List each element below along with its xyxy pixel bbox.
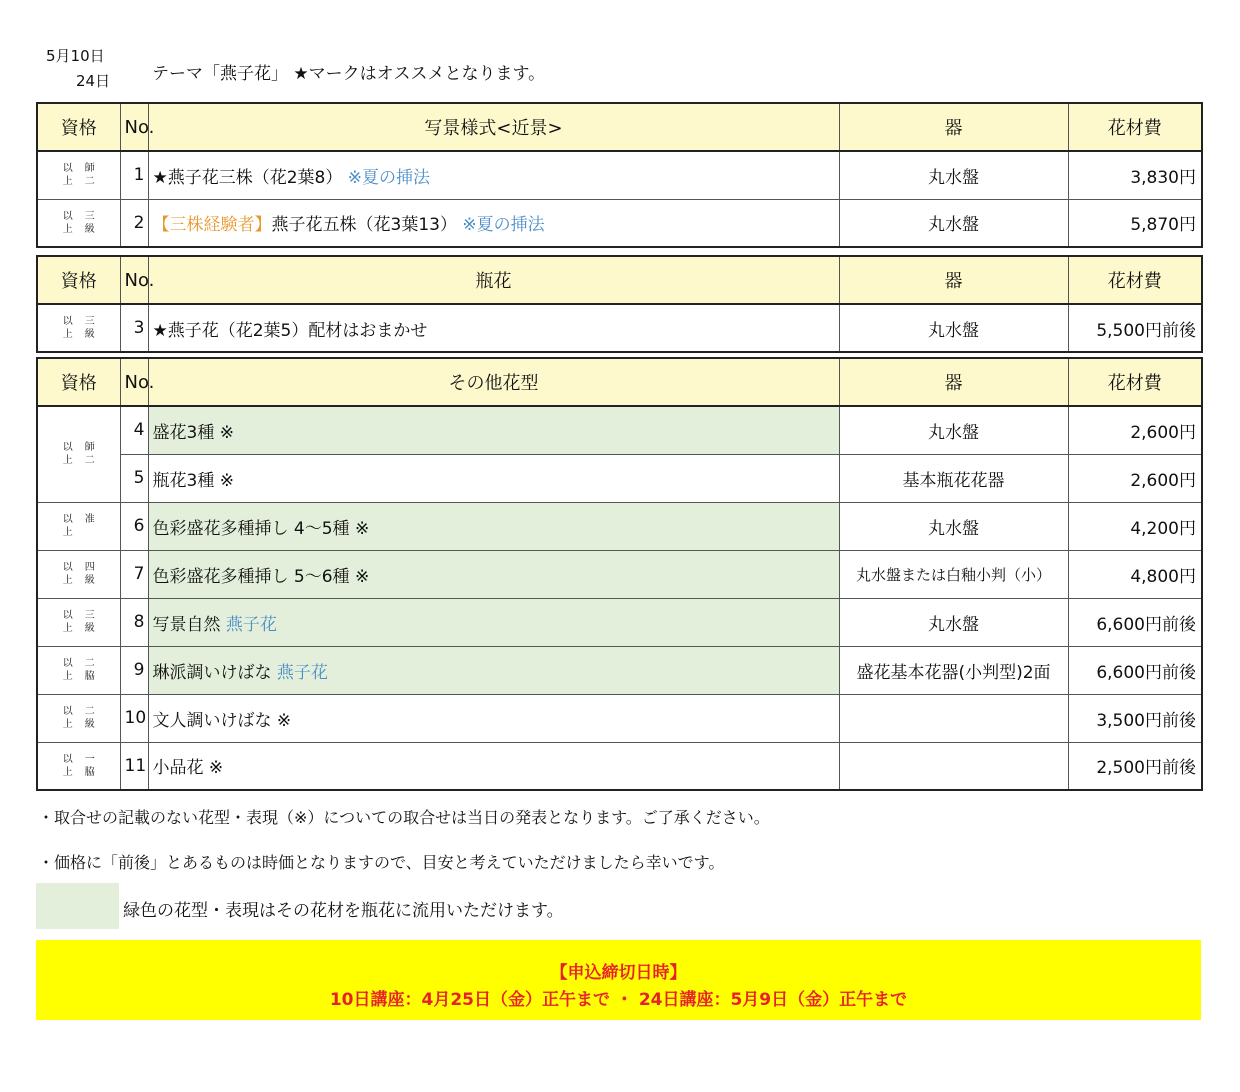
style-description [148, 550, 839, 598]
table-row [37, 454, 1202, 502]
qualification-char: 師 [84, 442, 95, 454]
qualification-cell [37, 199, 120, 247]
header-row [37, 103, 1202, 151]
header-qualification: 資格 [37, 358, 120, 406]
description-part: 燕子花五株（花3葉13） [271, 215, 457, 236]
style-description [148, 151, 839, 199]
qualification-char: 師 [84, 163, 95, 175]
style-description [148, 406, 839, 454]
row-number: 3 [120, 304, 148, 352]
qualification-char: 級 [84, 623, 95, 634]
qualification-char: 以 [62, 610, 73, 621]
theme-line: テーマ「燕子花」 ★マークはオススメとなります。 [152, 64, 546, 84]
style-description [148, 646, 839, 694]
qualification-char: 上 [62, 719, 73, 730]
description-part: ※夏の挿法 [342, 167, 431, 188]
vessel-cell: 丸水盤または白釉小判（小） [839, 550, 1068, 598]
vessel-cell [839, 694, 1068, 742]
row-number: 2 [120, 199, 148, 247]
header-qualification: 資格 [37, 256, 120, 304]
header-section-title: その他花型 [148, 358, 839, 406]
description-part: 【三株経験者】 [152, 215, 272, 236]
vessel-cell: 丸水盤 [839, 406, 1068, 454]
qualification-cell [37, 646, 120, 694]
description-part: 文人調いけばな ※ [152, 710, 292, 731]
cost-cell: 2,600円 [1068, 454, 1202, 502]
qualification-char: 級 [84, 223, 95, 235]
table-row [37, 304, 1202, 352]
qualification-char: 三 [84, 316, 95, 327]
header-cost: 花材費 [1068, 256, 1202, 304]
cost-cell: 5,500円前後 [1068, 304, 1202, 352]
description-part: 盛花3種 ※ [152, 422, 234, 443]
description-part: 写景自然 [152, 614, 226, 635]
cost-cell: 4,800円 [1068, 550, 1202, 598]
header-qualification: 資格 [37, 103, 120, 151]
qualification-char: 准 [84, 514, 95, 525]
table-row [37, 199, 1202, 247]
qualification-char: 二 [84, 706, 95, 717]
table-row [37, 502, 1202, 550]
note-combination: ・取合せの記載のない花型・表現（※）についての取合せは当日の発表となります。ご了承ください。 [38, 808, 770, 827]
row-number: 11 [120, 742, 148, 790]
qualification-char: 上 [62, 455, 73, 467]
description-part: 色彩盛花多種挿し 4〜5種 ※ [152, 518, 370, 539]
description-part: ★燕子花三株（花2葉8） [152, 167, 343, 188]
header-vessel: 器 [839, 103, 1068, 151]
style-description [148, 199, 839, 247]
vessel-cell [839, 742, 1068, 790]
qualification-char: 上 [62, 223, 73, 235]
row-number: 4 [120, 406, 148, 454]
qualification-char: 三 [84, 610, 95, 621]
table-row [37, 151, 1202, 199]
qualification-cell [37, 550, 120, 598]
header-section-title: 瓶花 [148, 256, 839, 304]
section-table-heika [36, 255, 1203, 353]
vessel-cell: 丸水盤 [839, 304, 1068, 352]
description-part: 燕子花 [225, 614, 277, 635]
description-part: ※夏の挿法 [456, 215, 545, 236]
qualification-cell [37, 151, 120, 199]
header-cost: 花材費 [1068, 103, 1202, 151]
row-number: 10 [120, 694, 148, 742]
row-number: 8 [120, 598, 148, 646]
cost-cell: 2,600円 [1068, 406, 1202, 454]
header-row [37, 256, 1202, 304]
row-number: 9 [120, 646, 148, 694]
qualification-char: 級 [84, 329, 95, 340]
table-row [37, 694, 1202, 742]
qualification-char: 以 [62, 316, 73, 327]
qualification-char: 三 [84, 210, 95, 222]
vessel-cell: 丸水盤 [839, 151, 1068, 199]
cost-cell: 3,500円前後 [1068, 694, 1202, 742]
qualification-char: 上 [62, 766, 73, 778]
header-no: No. [120, 103, 148, 151]
cost-cell: 6,600円前後 [1068, 646, 1202, 694]
qualification-char: 上 [62, 623, 73, 634]
vessel-cell: 丸水盤 [839, 502, 1068, 550]
qualification-char: 一 [84, 753, 95, 765]
deadline-title: 【申込締切日時】 [550, 963, 687, 983]
qualification-cell [37, 304, 120, 352]
cost-cell: 5,870円 [1068, 199, 1202, 247]
qualification-char: 以 [62, 562, 73, 573]
description-part: 瓶花3種 ※ [152, 470, 234, 491]
qualification-cell [37, 694, 120, 742]
qualification-cell [37, 742, 120, 790]
row-number: 1 [120, 151, 148, 199]
description-part: 小品花 ※ [152, 758, 224, 779]
qualification-char: 以 [62, 442, 73, 454]
style-description [148, 502, 839, 550]
header-section-title: 写景様式<近景> [148, 103, 839, 151]
deadline-banner [36, 940, 1201, 1020]
qualification-char: 以 [62, 706, 73, 717]
vessel-cell: 丸水盤 [839, 598, 1068, 646]
section-table-near-view [36, 102, 1203, 248]
qualification-char: 級 [84, 719, 95, 730]
description-part: 色彩盛花多種挿し 5〜6種 ※ [152, 566, 370, 587]
date-primary: 5月10日 [46, 47, 105, 65]
qualification-char: 上 [62, 176, 73, 188]
vessel-cell: 丸水盤 [839, 199, 1068, 247]
table-row [37, 406, 1202, 454]
table-row [37, 742, 1202, 790]
style-description [148, 304, 839, 352]
vessel-cell: 基本瓶花花器 [839, 454, 1068, 502]
qualification-char: 脇 [84, 671, 95, 682]
qualification-char: 上 [62, 329, 73, 340]
header-vessel: 器 [839, 358, 1068, 406]
qualification-char: 四 [84, 562, 95, 573]
row-number: 6 [120, 502, 148, 550]
green-legend-text: 緑色の花型・表現はその花材を瓶花に流用いただけます。 [123, 901, 564, 921]
qualification-char: 以 [62, 658, 73, 669]
qualification-char: 上 [62, 671, 73, 682]
description-part: 燕子花 [276, 662, 328, 683]
cost-cell: 6,600円前後 [1068, 598, 1202, 646]
qualification-char: 以 [62, 753, 73, 765]
qualification-char: 級 [84, 575, 95, 586]
row-number: 5 [120, 454, 148, 502]
header-no: No. [120, 358, 148, 406]
style-description [148, 454, 839, 502]
section-table-other-styles [36, 357, 1203, 791]
qualification-cell [37, 502, 120, 550]
header-vessel: 器 [839, 256, 1068, 304]
qualification-char: 二 [84, 455, 95, 467]
header-cost: 花材費 [1068, 358, 1202, 406]
table-row [37, 550, 1202, 598]
deadline-body: 10日講座：4月25日（金）正午まで ・ 24日講座：5月9日（金）正午まで [329, 990, 908, 1010]
qualification-char: 以 [62, 514, 73, 525]
qualification-char: 以 [62, 163, 73, 175]
style-description [148, 598, 839, 646]
cost-cell: 2,500円前後 [1068, 742, 1202, 790]
qualification-char: 脇 [84, 766, 95, 778]
style-description [148, 742, 839, 790]
header-row [37, 358, 1202, 406]
qualification-char: 二 [84, 658, 95, 669]
header-no: No. [120, 256, 148, 304]
description-part: 琳派調いけばな [152, 662, 277, 683]
vessel-cell: 盛花基本花器(小判型)2面 [839, 646, 1068, 694]
qualification-char: 上 [62, 527, 73, 538]
description-part: ★燕子花（花2葉5）配材はおまかせ [152, 320, 428, 341]
green-legend-swatch [36, 883, 119, 929]
qualification-cell [37, 406, 120, 502]
cost-cell: 4,200円 [1068, 502, 1202, 550]
cost-cell: 3,830円 [1068, 151, 1202, 199]
table-row [37, 646, 1202, 694]
qualification-cell [37, 598, 120, 646]
table-row [37, 598, 1202, 646]
date-secondary: 24日 [76, 72, 111, 90]
qualification-char: 二 [84, 176, 95, 188]
qualification-char [81, 526, 99, 539]
qualification-char: 以 [62, 210, 73, 222]
row-number: 7 [120, 550, 148, 598]
qualification-char: 上 [62, 575, 73, 586]
note-price: ・価格に「前後」とあるものは時価となりますので、目安と考えていただけましたら幸いです。 [38, 853, 725, 872]
style-description [148, 694, 839, 742]
